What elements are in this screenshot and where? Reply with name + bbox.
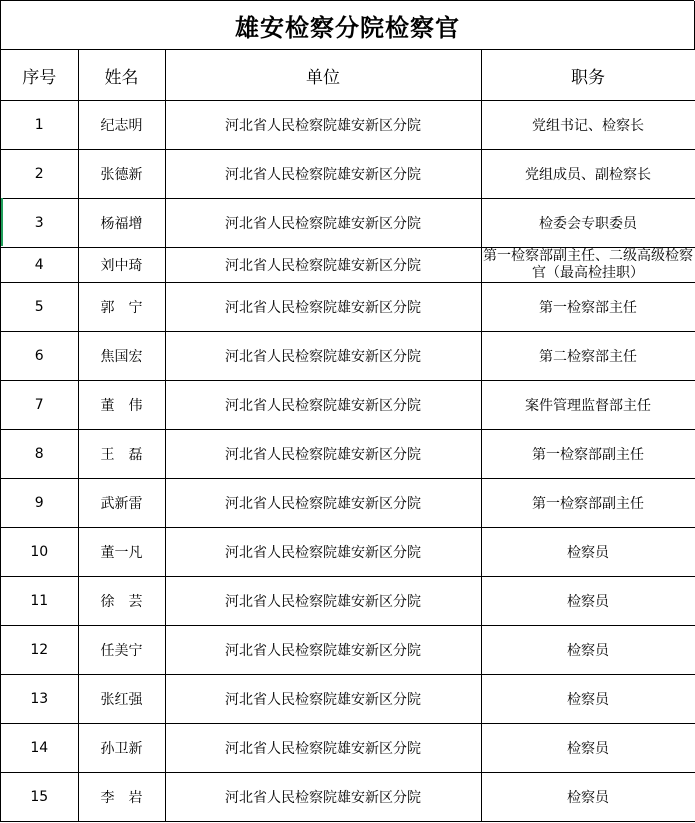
header-no: 序号 [1, 50, 78, 101]
row-duty: 第一检察部主任 [481, 283, 695, 332]
row-name: 董一凡 [78, 528, 165, 577]
table-row [1, 248, 695, 283]
row-no: 7 [1, 381, 78, 430]
row-no: 9 [1, 479, 78, 528]
row-duty: 检察员 [481, 675, 695, 724]
row-no: 12 [1, 626, 78, 675]
row-unit: 河北省人民检察院雄安新区分院 [165, 724, 481, 773]
header-duty: 职务 [481, 50, 695, 101]
row-no: 8 [1, 430, 78, 479]
row-duty: 第一检察部副主任 [481, 479, 695, 528]
row-duty: 第一检察部副主任、二级高级检察官（最高检挂职） [483, 248, 693, 281]
row-no: 13 [1, 675, 78, 724]
table-row [1, 199, 695, 248]
row-unit: 河北省人民检察院雄安新区分院 [165, 675, 481, 724]
cell-selection-marker [1, 198, 3, 246]
row-duty: 第二检察部主任 [481, 332, 695, 381]
row-no: 2 [1, 150, 78, 199]
row-unit: 河北省人民检察院雄安新区分院 [165, 101, 481, 150]
table-row [1, 430, 695, 479]
row-duty: 检委会专职委员 [481, 199, 695, 248]
row-name: 任美宁 [78, 626, 165, 675]
table-row [1, 283, 695, 332]
table-row [1, 381, 695, 430]
row-name: 孙卫新 [78, 724, 165, 773]
row-name: 张德新 [78, 150, 165, 199]
table-row [1, 773, 695, 822]
row-unit: 河北省人民检察院雄安新区分院 [165, 479, 481, 528]
row-unit: 河北省人民检察院雄安新区分院 [165, 150, 481, 199]
row-duty: 第一检察部副主任 [481, 430, 695, 479]
row-unit: 河北省人民检察院雄安新区分院 [165, 528, 481, 577]
row-duty: 检察员 [481, 724, 695, 773]
row-name: 张红强 [78, 675, 165, 724]
prosecutor-table [1, 50, 695, 822]
row-name: 武新雷 [78, 479, 165, 528]
row-no: 4 [1, 248, 78, 283]
row-duty: 检察员 [481, 528, 695, 577]
table-row [1, 101, 695, 150]
row-no: 10 [1, 528, 78, 577]
table-title: 雄安检察分院检察官 [1, 1, 695, 50]
table-row [1, 577, 695, 626]
row-name: 焦国宏 [78, 332, 165, 381]
row-no: 15 [1, 773, 78, 822]
row-no: 11 [1, 577, 78, 626]
row-unit: 河北省人民检察院雄安新区分院 [165, 283, 481, 332]
row-unit: 河北省人民检察院雄安新区分院 [165, 577, 481, 626]
row-unit: 河北省人民检察院雄安新区分院 [165, 430, 481, 479]
header-name: 姓名 [78, 50, 165, 101]
row-no: 6 [1, 332, 78, 381]
row-name: 董 伟 [78, 381, 165, 430]
row-name: 徐 芸 [78, 577, 165, 626]
table-row [1, 675, 695, 724]
row-unit: 河北省人民检察院雄安新区分院 [165, 773, 481, 822]
row-duty: 检察员 [481, 773, 695, 822]
table-row [1, 479, 695, 528]
row-unit: 河北省人民检察院雄安新区分院 [165, 199, 481, 248]
row-name: 王 磊 [78, 430, 165, 479]
table-row [1, 724, 695, 773]
row-unit: 河北省人民检察院雄安新区分院 [165, 381, 481, 430]
row-duty: 检察员 [481, 577, 695, 626]
row-duty: 党组书记、检察长 [481, 101, 695, 150]
row-duty: 案件管理监督部主任 [481, 381, 695, 430]
table-row [1, 150, 695, 199]
row-unit: 河北省人民检察院雄安新区分院 [165, 332, 481, 381]
table-row [1, 528, 695, 577]
row-name: 郭 宁 [78, 283, 165, 332]
row-duty: 党组成员、副检察长 [481, 150, 695, 199]
row-name: 纪志明 [78, 101, 165, 150]
row-unit: 河北省人民检察院雄安新区分院 [165, 626, 481, 675]
row-no: 1 [1, 101, 78, 150]
header-unit: 单位 [165, 50, 481, 101]
table-row [1, 332, 695, 381]
row-no: 14 [1, 724, 78, 773]
row-no: 3 [1, 199, 78, 248]
row-name: 杨福增 [78, 199, 165, 248]
row-no: 5 [1, 283, 78, 332]
row-name: 刘中琦 [78, 248, 165, 283]
row-duty: 检察员 [481, 626, 695, 675]
row-unit: 河北省人民检察院雄安新区分院 [165, 248, 481, 283]
table-row [1, 626, 695, 675]
row-name: 李 岩 [78, 773, 165, 822]
header-row [1, 50, 695, 101]
